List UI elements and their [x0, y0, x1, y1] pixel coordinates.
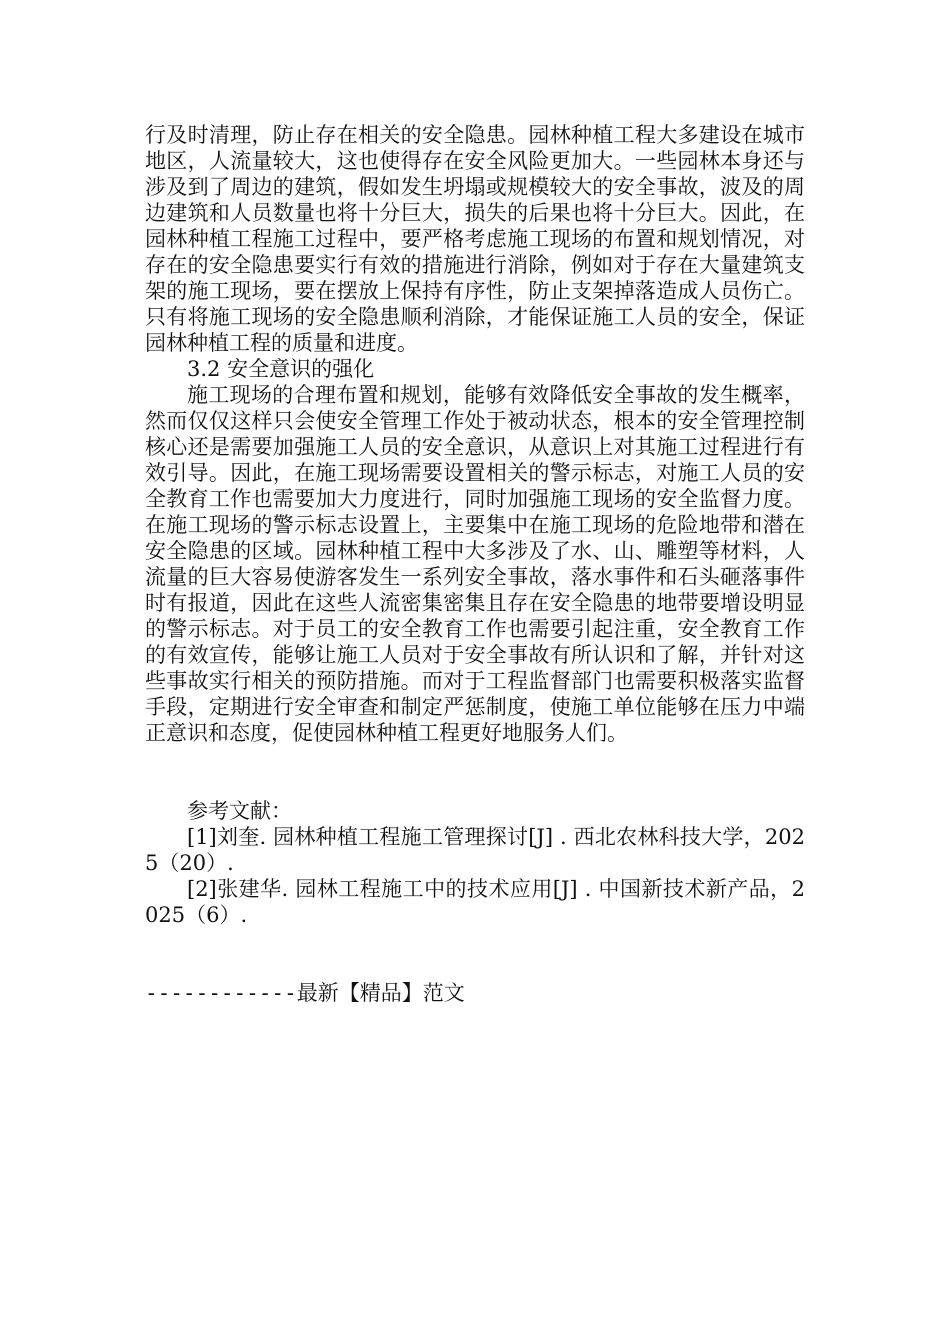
section-heading: 3.2 安全意识的强化: [187, 357, 375, 381]
document-page: [145, 122, 805, 1006]
spacer: [145, 746, 805, 798]
reference-item: [2]张建华. 园林工程施工中的技术应用[J] . 中国新技术新产品，2025（6）.: [145, 877, 805, 927]
spacer: [145, 928, 805, 980]
footer-text: 最新【精品】范文: [296, 981, 465, 1005]
footer: [145, 980, 805, 1006]
reference-item: [1]刘奎. 园林种植工程施工管理探讨[J] . 西北农林科技大学，2025（20）.: [145, 825, 805, 875]
body-paragraph: 行及时清理，防止存在相关的安全隐患。园林种植工程大多建设在城市地区，人流量较大，这也使得存在安全风险更加大。一些园林本身还与涉及到了周边的建筑，假如发生坍塌或规模较大的安全事故，波及的周边建筑和人员数量也将十分巨大，损失的后果也将十分巨大。因此，在园林种植工程施工过程中，要严格考虑施工现场的布置和规划情况，对存在的安全隐患要实行有效的措施进行消除，例如对于存在大量建筑支架的施工现场，要在摆放上保持有序性，防止支架掉落造成人员伤亡。只有将施工现场的安全隐患顺利消除，才能保证施工人员的安全，保证园林种植工程的质量和进度。: [145, 123, 805, 355]
footer-dashes: ------------: [145, 981, 297, 1005]
body-paragraph: 施工现场的合理布置和规划，能够有效降低安全事故的发生概率，然而仅仅这样只会使安全管理工作处于被动状态，根本的安全管理控制核心还是需要加强施工人员的安全意识，从意识上对其施工过程进行有效引导。因此，在施工现场需要设置相关的警示标志，对施工人员的安全教育工作也需要加大力度进行，同时加强施工现场的安全监督力度。在施工现场的警示标志设置上，主要集中在施工现场的危险地带和潜在安全隐患的区域。园林种植工程中大多涉及了水、山、雕塑等材料，人流量的巨大容易使游客发生一系列安全事故，落水事件和石头砸落事件时有报道，因此在这些人流密集密集且存在安全隐患的地带要增设明显的警示标志。对于员工的安全教育工作也需要引起注重，安全教育工作的有效宣传，能够让施工人员对于安全事故有所认识和了解，并针对这些事故实行相关的预防措施。而对于工程监督部门也需要积极落实监督手段，定期进行安全审查和制定严惩制度，使施工单位能够在压力中端正意识和态度，促使园林种植工程更好地服务人们。: [145, 383, 805, 745]
references-title: 参考文献：: [187, 799, 292, 823]
